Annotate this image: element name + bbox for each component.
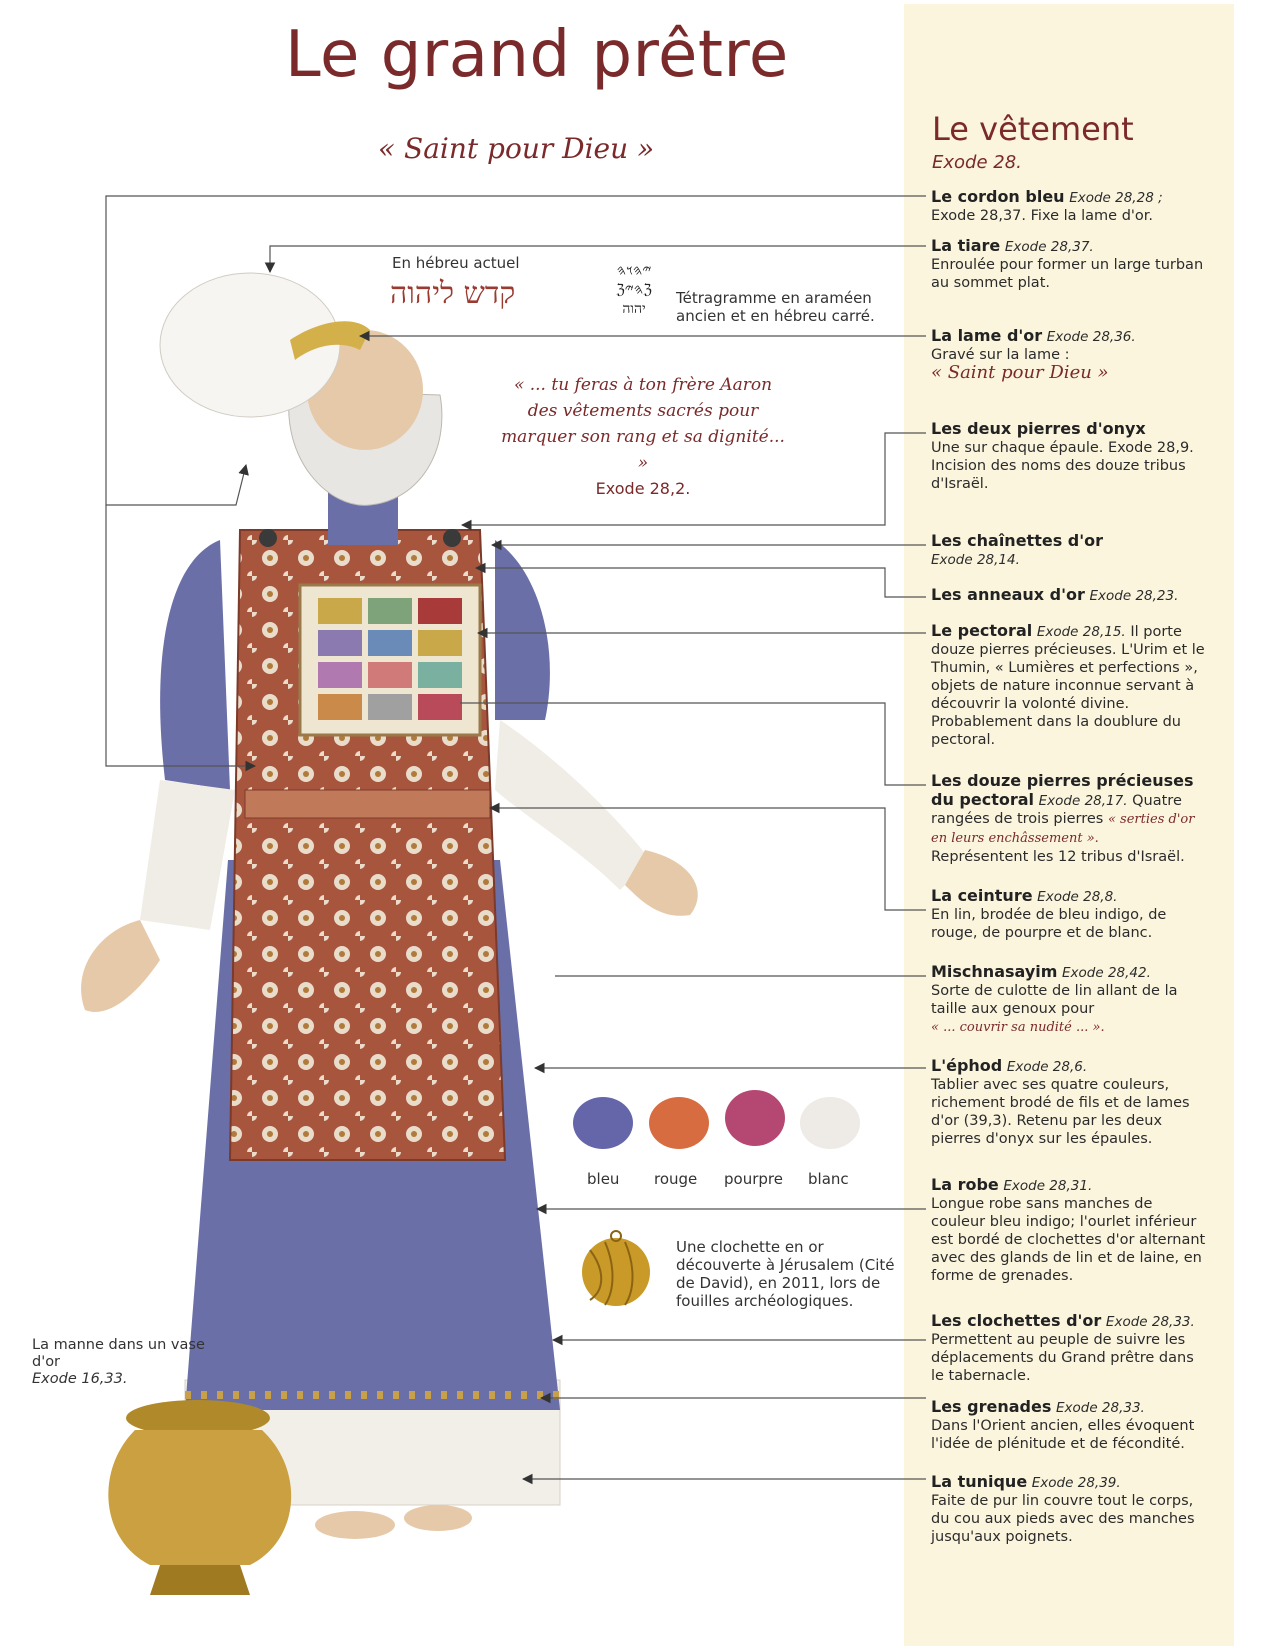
stone-shape: [418, 598, 462, 624]
manna-ref: Exode 16,33.: [32, 1371, 128, 1387]
stone-shape: [318, 662, 362, 688]
quote-text: « ... tu feras à ton frère Aaron des vêtements sacrés pour marquer son rang et sa dignité... »: [501, 375, 785, 473]
stone-shape: [368, 630, 412, 656]
bell-caption: Une clochette en or découverte à Jérusalem (Cité de David), en 2011, lors de fouilles archéologiques.: [676, 1238, 895, 1310]
left-sleeve-shape: [160, 540, 230, 790]
swatch-blanc: [800, 1097, 860, 1149]
golden-bell: [582, 1231, 650, 1306]
tetragram-line: יהוה: [622, 301, 646, 317]
manna-text: La manne dans un vase d'or: [32, 1337, 205, 1370]
quote-ref: Exode 28,2.: [595, 479, 691, 498]
entry-text-2: Représentent les 12 tribus d'Israël.: [931, 849, 1185, 865]
stone-shape: [418, 630, 462, 656]
stone-shape: [318, 598, 362, 624]
vase-base: [150, 1565, 250, 1595]
entry-name: Mischnasayim: [931, 962, 1058, 981]
belt-shape: [245, 790, 490, 818]
entry-ref: Exode 28,14.: [931, 552, 1020, 568]
entry-name: Les anneaux d'or: [931, 585, 1085, 604]
entry-text: Sorte de culotte de lin allant de la taille aux genoux pour: [931, 983, 1178, 1017]
onyx-stone-shape: [443, 529, 461, 547]
swatch-rouge: [649, 1097, 709, 1149]
entry-name: Les douze pierres précieuses du pectoral: [931, 771, 1194, 809]
stone-shape: [418, 662, 462, 688]
entry-name: Le cordon bleu: [931, 187, 1065, 206]
entry-text: Longue robe sans manches de couleur bleu indigo; l'ourlet inférieur est bordé de clochettes d'or alternant avec des glands de lin et de laine, en forme de grenades.: [931, 1196, 1206, 1284]
entry-name: La robe: [931, 1175, 999, 1194]
entry-text: Permettent au peuple de suivre les déplacements du Grand prêtre dans le tabernacle.: [931, 1332, 1194, 1384]
entry-name: Le pectoral: [931, 621, 1033, 640]
entry-cite: « ... couvrir sa nudité ... ».: [931, 1020, 1105, 1035]
swatch-label-bleu: bleu: [587, 1170, 620, 1188]
stone-shape: [318, 630, 362, 656]
hebrew-label: En hébreu actuel: [392, 254, 520, 272]
left-hand-shape: [81, 920, 160, 1012]
left-arm-shape: [140, 780, 235, 930]
entry-name: La tiare: [931, 236, 1001, 255]
stone-shape: [368, 598, 412, 624]
swatch-label-pourpre: pourpre: [724, 1170, 783, 1188]
entry-ref: Exode 28,39.: [1031, 1475, 1121, 1491]
feet-shape: [404, 1505, 472, 1531]
right-sleeve-shape: [495, 540, 550, 720]
entry-ref: Exode 28,6.: [1006, 1059, 1088, 1075]
entry-name: Les clochettes d'or: [931, 1311, 1102, 1330]
leader-tiare: [270, 246, 926, 272]
swatch-pourpre: [725, 1090, 785, 1146]
leader-anneaux: [476, 568, 926, 597]
entry-name: Les chaînettes d'or: [931, 531, 1104, 550]
entry-ref: Exode 28,23.: [1089, 588, 1179, 604]
panel-title: Le vêtement: [932, 110, 1134, 148]
entry-ref: Exode 28,37.: [1004, 239, 1094, 255]
entry-text: Exode 28,37. Fixe la lame d'or.: [931, 208, 1154, 224]
entry-name: La tunique: [931, 1472, 1028, 1491]
color-swatches: [573, 1090, 860, 1149]
entry-cite: « serties d'or en leurs enchâssement ».: [931, 812, 1195, 846]
entry-ref: Exode 28,33.: [1105, 1314, 1195, 1330]
entry-cite: « Saint pour Dieu »: [931, 362, 1109, 383]
entry-ref: Exode 28,8.: [1037, 889, 1118, 905]
tetragram-line: 𐤉𐤄𐤅𐤄: [616, 263, 652, 279]
entry-text: Quatre rangées de trois pierres: [931, 793, 1182, 827]
bell-body: [582, 1238, 650, 1306]
onyx-stone-shape: [259, 529, 277, 547]
entry-ref: Exode 28,31.: [1003, 1178, 1093, 1194]
right-arm-shape: [495, 720, 650, 890]
vase-body: [108, 1430, 291, 1565]
entry-ref: Exode 28,15.: [1036, 624, 1126, 640]
entry-name: La lame d'or: [931, 326, 1043, 345]
entry-text: Dans l'Orient ancien, elles évoquent l'idée de plénitude et de fécondité.: [931, 1418, 1195, 1452]
entry-ref: Exode 28,28 ;: [1069, 190, 1163, 206]
entry-text: Tablier avec ses quatre couleurs, richement brodé de fils et de lames d'or (39,3). Retenu par les deux pierres d'onyx sur les épaules.: [931, 1077, 1190, 1147]
swatch-label-rouge: rouge: [654, 1170, 698, 1188]
page-title: Le grand prêtre: [285, 18, 789, 92]
swatch-label-blanc: blanc: [808, 1170, 849, 1188]
tetragram-line: ℨ𐤄𐤉ℨ: [616, 282, 652, 298]
entry-text: Enroulée pour former un large turban au sommet plat.: [931, 257, 1204, 291]
page-subtitle: « Saint pour Dieu »: [378, 132, 655, 165]
entry-ref: Exode 28,17.: [1038, 793, 1128, 809]
entry-name: Les grenades: [931, 1397, 1052, 1416]
tetragram-label: Tétragramme en araméen ancien et en hébreu carré.: [676, 289, 875, 325]
feet-shape: [315, 1511, 395, 1539]
entry-ref: Exode 28,36.: [1046, 329, 1136, 345]
entry-ref: Exode 28,42.: [1062, 965, 1151, 981]
stone-shape: [318, 694, 362, 720]
stone-shape: [368, 662, 412, 688]
entry-name: L'éphod: [931, 1056, 1003, 1075]
entry-text: Une sur chaque épaule. Exode 28,9. Incision des noms des douze tribus d'Israël.: [931, 440, 1194, 492]
entry-name: La ceinture: [931, 886, 1033, 905]
entry-text: Faite de pur lin couvre tout le corps, du cou aux pieds avec des manches jusqu'aux poignets.: [931, 1493, 1195, 1545]
leader-pierres-onyx: [462, 433, 926, 525]
swatch-bleu: [573, 1097, 633, 1149]
hebrew-text: קדש ליהוה: [390, 276, 516, 311]
entry-ref: Exode 28,33.: [1055, 1400, 1145, 1416]
entry-text: En lin, brodée de bleu indigo, de rouge, de pourpre et de blanc.: [931, 907, 1167, 941]
manna-caption: [32, 1337, 212, 1388]
stone-shape: [418, 694, 462, 720]
entry-text: Il porte douze pierres précieuses. L'Urim et le Thumin, « Lumières et perfections », objets de nature inconnue servant à découvrir la volonté divine. Probablement dans la doublure du pectoral.: [931, 624, 1205, 748]
stone-shape: [368, 694, 412, 720]
panel-subtitle: Exode 28.: [932, 152, 1022, 173]
entry-text: Gravé sur la lame :: [931, 347, 1070, 363]
entry-name: Les deux pierres d'onyx: [931, 419, 1146, 438]
